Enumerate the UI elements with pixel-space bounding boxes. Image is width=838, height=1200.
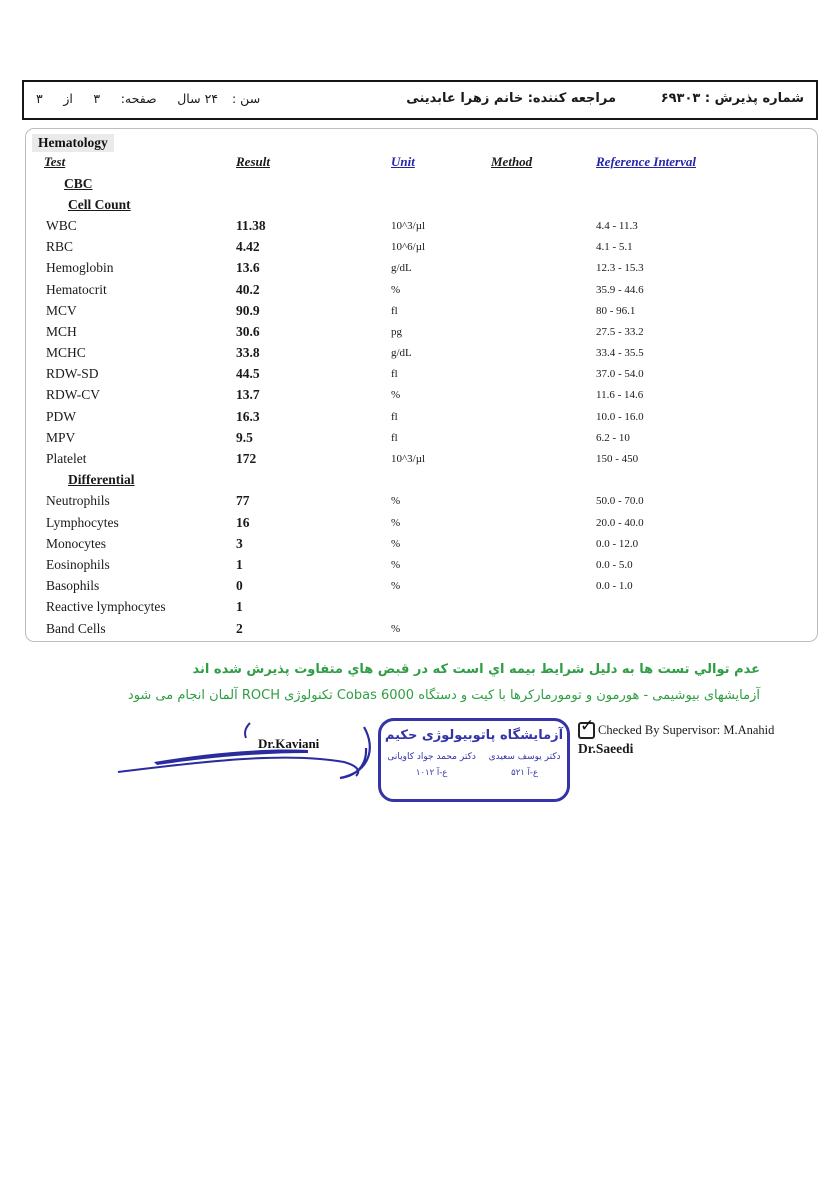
result-value: 40.2 xyxy=(236,281,260,297)
result-value: 4.42 xyxy=(236,239,260,255)
table-row xyxy=(26,343,817,364)
table-row xyxy=(26,512,817,533)
table-row xyxy=(26,279,817,300)
stamp-doctor-left-name: دکتر محمد جواد کاویانی xyxy=(387,752,476,762)
stamp-doctor-left-code: ع-آ ۱۰۱۲ xyxy=(415,768,448,778)
result-value: 1 xyxy=(236,599,243,615)
unit-value: fl xyxy=(391,410,398,423)
column-reference-interval: Reference Interval xyxy=(596,154,697,169)
table-row xyxy=(26,618,817,639)
result-value: 16 xyxy=(236,514,250,530)
unit-value: % xyxy=(391,389,401,402)
result-value: 172 xyxy=(236,451,257,467)
page-label: صفحه: xyxy=(120,91,157,106)
supervisor-check-line xyxy=(578,716,775,739)
table-row xyxy=(26,576,817,597)
table-row xyxy=(26,406,817,427)
supervisor-signature-name: Dr.Saeedi xyxy=(578,741,634,756)
unit-value: 10^3/µl xyxy=(391,453,426,466)
test-name: MCV xyxy=(46,302,77,318)
unit-value: g/dL xyxy=(391,347,412,360)
patient-header xyxy=(22,80,818,120)
test-name: Monocytes xyxy=(46,535,106,551)
result-value: 2 xyxy=(236,620,243,636)
referrer-name: مراجعه کننده: خانم زهرا عابدینی xyxy=(406,91,616,106)
table-row xyxy=(26,385,817,406)
section-row xyxy=(26,194,817,215)
unit-value: 10^6/µl xyxy=(391,241,426,254)
page-info xyxy=(36,91,218,106)
checkmark-icon: ✓ xyxy=(580,716,595,736)
result-value: 77 xyxy=(236,493,250,509)
result-value: 9.5 xyxy=(236,429,253,445)
table-row xyxy=(26,364,817,385)
table-header xyxy=(26,154,817,170)
test-name: RDW-SD xyxy=(46,366,99,382)
unit-value: pg xyxy=(391,325,402,338)
reference-interval-value: 12.3 - 15.3 xyxy=(596,262,644,275)
result-value: 33.8 xyxy=(236,345,260,361)
table-row xyxy=(26,491,817,512)
column-test: Test xyxy=(44,154,66,169)
reference-interval-value: 27.5 - 33.2 xyxy=(596,325,644,338)
test-name: MCH xyxy=(46,323,77,339)
reference-interval-value: 0.0 - 12.0 xyxy=(596,537,639,550)
result-value: 16.3 xyxy=(236,408,260,424)
test-name: Basophils xyxy=(46,578,100,594)
test-name: Reactive lymphocytes xyxy=(46,599,166,615)
checked-by-label: Checked By Supervisor: M.Anahid xyxy=(598,723,775,737)
unit-value: 10^3/µl xyxy=(391,219,426,232)
insurance-note: عدم توالي تست ها به دليل شرايط بيمه اي است كه در قبض هاي متفاوت پذيرش شده اند xyxy=(192,662,760,677)
reference-interval-value: 20.0 - 40.0 xyxy=(596,516,644,529)
signature-scribble-icon xyxy=(112,720,392,792)
unit-value: % xyxy=(391,495,401,508)
test-name: MCHC xyxy=(46,345,86,361)
page-total: ۳ xyxy=(36,91,43,106)
reference-interval-value: 0.0 - 1.0 xyxy=(596,580,633,593)
result-value: 44.5 xyxy=(236,366,260,382)
result-value: 13.6 xyxy=(236,260,260,276)
column-unit: Unit xyxy=(391,154,415,169)
table-row xyxy=(26,258,817,279)
reference-interval-value: 4.4 - 11.3 xyxy=(596,219,638,232)
unit-value: % xyxy=(391,622,401,635)
age-label: سن : xyxy=(232,91,261,106)
reference-interval-value: 80 - 96.1 xyxy=(596,304,636,317)
column-result: Result xyxy=(236,154,270,169)
test-name: RDW-CV xyxy=(46,387,100,403)
test-name: Neutrophils xyxy=(46,493,110,509)
table-row xyxy=(26,427,817,448)
test-name: Eosinophils xyxy=(46,556,110,572)
hematology-panel xyxy=(25,128,818,642)
test-name: Band Cells xyxy=(46,620,106,636)
unit-value: fl xyxy=(391,431,398,444)
unit-value: g/dL xyxy=(391,262,412,275)
table-body xyxy=(26,173,817,639)
stamp-doctor-left xyxy=(387,752,475,778)
equipment-note: آزمايشهای بيوشيمی - هورمون و تومورماركرها با كيت و دستگاه Cobas 6000 تكنولوژی ROCH آلمان انجام می شود xyxy=(127,688,760,703)
section-row xyxy=(26,470,817,491)
result-value: 90.9 xyxy=(236,302,260,318)
checked-checkbox-icon xyxy=(578,716,595,739)
unit-value: % xyxy=(391,283,401,296)
section-label: Cell Count xyxy=(68,196,131,212)
lab-stamp xyxy=(378,718,570,802)
reference-interval-value: 150 - 450 xyxy=(596,453,639,466)
unit-value: % xyxy=(391,537,401,550)
reference-interval-value: 6.2 - 10 xyxy=(596,431,630,444)
signer-name: Dr.Kaviani xyxy=(258,736,320,751)
page-current: ۳ xyxy=(93,91,101,106)
panel-title: Hematology xyxy=(32,134,114,152)
stamp-doctor-right-name: دکتر یوسف سعیدی xyxy=(488,752,561,762)
table-row xyxy=(26,321,817,342)
unit-value: fl xyxy=(391,368,398,381)
age-value: ۲۴ سال xyxy=(177,91,218,106)
result-value: 0 xyxy=(236,578,243,594)
table-row xyxy=(26,300,817,321)
table-row xyxy=(26,448,817,469)
table-row xyxy=(26,215,817,236)
reference-interval-value: 50.0 - 70.0 xyxy=(596,495,644,508)
test-name: RBC xyxy=(46,239,74,255)
unit-value: fl xyxy=(391,304,398,317)
test-name: Platelet xyxy=(46,451,87,467)
stamp-doctor-right xyxy=(489,752,561,778)
section-row xyxy=(26,173,817,194)
test-name: Lymphocytes xyxy=(46,514,119,530)
reference-interval-value: 0.0 - 5.0 xyxy=(596,558,633,571)
test-name: WBC xyxy=(46,217,77,233)
test-name: PDW xyxy=(46,408,76,424)
reference-interval-value: 33.4 - 35.5 xyxy=(596,347,644,360)
section-label: Differential xyxy=(68,472,135,488)
unit-value: % xyxy=(391,580,401,593)
reference-interval-value: 37.0 - 54.0 xyxy=(596,368,644,381)
reference-interval-value: 4.1 - 5.1 xyxy=(596,241,633,254)
admission-number: شماره پذیرش : ۶۹۳۰۳ xyxy=(660,91,804,106)
result-value: 13.7 xyxy=(236,387,260,403)
stamp-lab-title: آزمایشگاه پاتوبیولوژی حکیم xyxy=(384,728,564,743)
table-row xyxy=(26,533,817,554)
test-name: Hematocrit xyxy=(46,281,107,297)
table-row xyxy=(26,597,817,618)
column-method: Method xyxy=(491,154,533,169)
stamp-doctor-right-code: ع-آ ۵۲۱ xyxy=(511,768,539,778)
reference-interval-value: 11.6 - 14.6 xyxy=(596,389,644,402)
table-row xyxy=(26,237,817,258)
unit-value: % xyxy=(391,516,401,529)
test-name: MPV xyxy=(46,429,76,445)
reference-interval-value: 10.0 - 16.0 xyxy=(596,410,644,423)
result-value: 3 xyxy=(236,535,243,551)
result-value: 1 xyxy=(236,556,243,572)
table-row xyxy=(26,554,817,575)
reference-interval-value: 35.9 - 44.6 xyxy=(596,283,644,296)
section-label: CBC xyxy=(64,175,93,191)
test-name: Hemoglobin xyxy=(46,260,114,276)
stamp-doctors xyxy=(381,752,567,778)
unit-value: % xyxy=(391,558,401,571)
result-value: 30.6 xyxy=(236,323,260,339)
page-separator: از xyxy=(63,91,73,106)
result-value: 11.38 xyxy=(236,217,266,233)
